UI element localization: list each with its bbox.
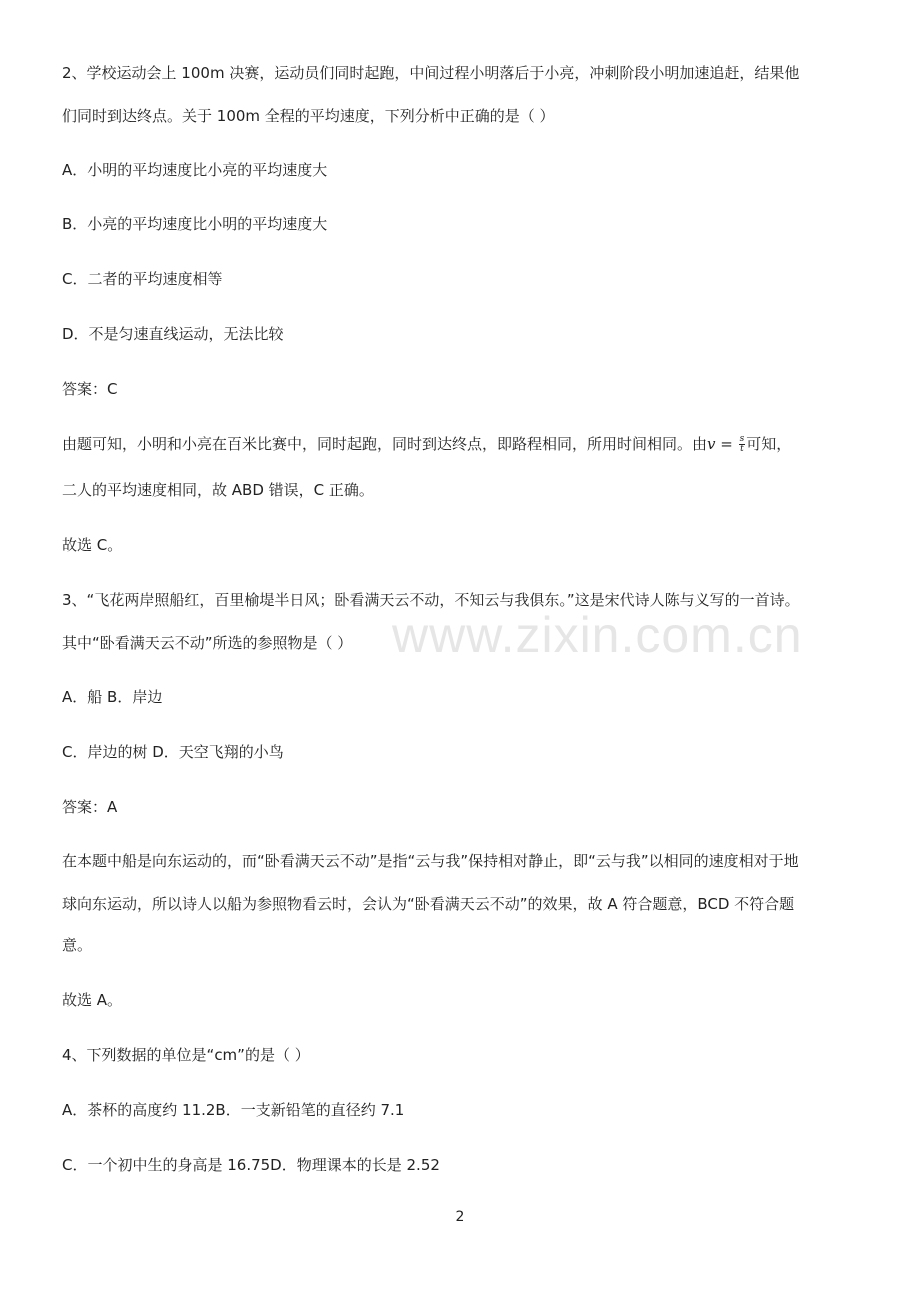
q3-explanation-line3: 意。 <box>62 936 93 954</box>
q2-option-b: B．小亮的平均速度比小明的平均速度大 <box>62 215 328 233</box>
q2-stem-line1: 2、学校运动会上 100m 决赛，运动员们同时起跑，中间过程小明落后于小亮，冲刺阶段小明加速追赶，结果他 <box>62 64 800 82</box>
fraction-denominator: t <box>740 444 744 454</box>
q2-explanation-line1 <box>62 434 791 454</box>
q2-option-c: C．二者的平均速度相等 <box>62 270 223 288</box>
q2-option-a: A．小明的平均速度比小亮的平均速度大 <box>62 161 328 179</box>
q4-options-cd: C．一个初中生的身高是 16.75D．物理课本的长是 2.52 <box>62 1156 440 1174</box>
q2-explanation-text-before: 由题可知，小明和小亮在百米比赛中，同时起跑，同时到达终点，即路程相同，所用时间相同。由 <box>62 435 708 453</box>
q2-answer: 答案：C <box>62 380 118 398</box>
q2-option-d: D．不是匀速直线运动，无法比较 <box>62 325 284 343</box>
q4-options-ab: A．茶杯的高度约 11.2B．一支新铅笔的直径约 7.1 <box>62 1101 405 1119</box>
q3-options-cd: C．岸边的树 D．天空飞翔的小鸟 <box>62 743 284 761</box>
q3-options-ab: A．船 B．岸边 <box>62 688 163 706</box>
q3-answer: 答案：A <box>62 798 118 816</box>
velocity-fraction <box>739 435 746 454</box>
q2-explanation-text-after: 可知， <box>746 435 792 453</box>
watermark: www.zixin.com.cn <box>392 607 803 663</box>
q3-stem-line2: 其中“卧看满天云不动”所选的参照物是（ ） <box>62 634 353 652</box>
page-number: 2 <box>455 1209 465 1225</box>
q3-conclusion: 故选 A。 <box>62 991 123 1009</box>
q3-stem-line1: 3、“飞花两岸照船红，百里榆堤半日风；卧看满天云不动，不知云与我俱东。”这是宋代诗人陈与义写的一首诗。 <box>62 591 800 609</box>
q4-stem: 4、下列数据的单位是“cm”的是（ ） <box>62 1046 310 1064</box>
q2-conclusion: 故选 C。 <box>62 536 123 554</box>
q2-explanation-line2: 二人的平均速度相同，故 ABD 错误，C 正确。 <box>62 481 374 499</box>
q2-stem-line2: 们同时到达终点。关于 100m 全程的平均速度，下列分析中正确的是（ ） <box>62 107 555 125</box>
q3-explanation-line2: 球向东运动，所以诗人以船为参照物看云时，会认为“卧看满天云不动”的效果，故 A 符合题意，BCD 不符合题 <box>62 895 795 913</box>
q3-explanation-line1: 在本题中船是向东运动的，而“卧看满天云不动”是指“云与我”保持相对静止，即“云与我”以相同的速度相对于地 <box>62 852 799 870</box>
velocity-formula-lhs: v = <box>707 435 738 453</box>
fraction-numerator: s <box>739 434 745 444</box>
